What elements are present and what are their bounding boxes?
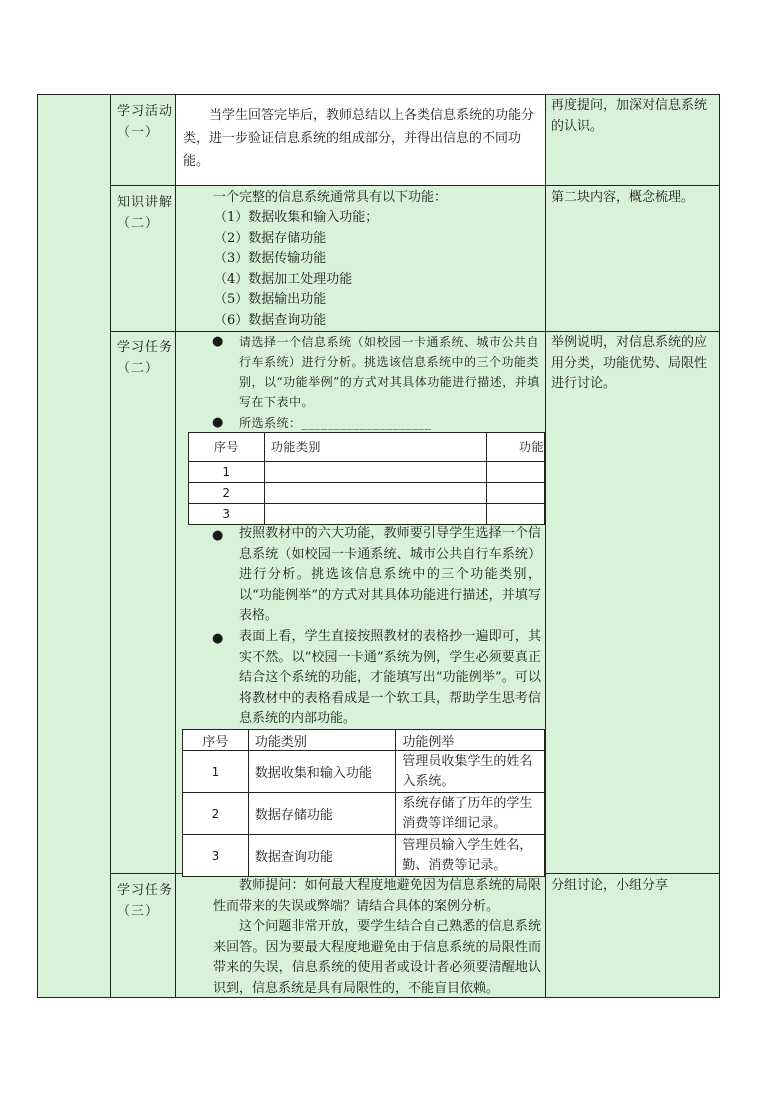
row2-intro: 一个完整的信息系统通常具有以下功能：: [213, 190, 448, 205]
row1-note: 再度提问，加深对信息系统的认识。: [551, 98, 708, 134]
row3-note: 举例说明，对信息系统的应用分类，功能优势、局限性进行讨论。: [551, 335, 708, 391]
function-item: （2）数据存储功能: [214, 230, 327, 246]
row3-label: 学习任务（二）: [117, 340, 174, 376]
row1-content: 当学生回答完毕后，教师总结以上各类信息系统的功能分类，进一步验证信息系统的组成部分，并得出信息的不同功能。: [183, 108, 535, 169]
col-divider-1: [110, 94, 111, 998]
table-header: 功能类别: [248, 730, 396, 751]
row4-note: 分组讨论，小组分享: [551, 878, 669, 893]
row4-analysis: 这个问题非常开放，要学生结合自己熟悉的信息系统来回答。因为要最大程度地避免由于信息系统的局限性而带来的失误，信息系统的使用者或设计者必须要清醒地认识到，信息系统是具有局限性的，不能盲目依赖。: [213, 919, 541, 996]
col-divider-3: [545, 94, 546, 998]
table-header: 序号: [189, 433, 265, 462]
selected-system-line: [239, 413, 541, 433]
blank-function-table: [188, 432, 545, 525]
table-row: 3: [189, 504, 545, 525]
table-row: 1: [189, 462, 545, 483]
function-item: （3）数据传输功能: [214, 251, 327, 266]
function-item: （6）数据查询功能: [214, 312, 327, 328]
table-header: 序号: [183, 730, 249, 751]
table-header: 功能类别: [264, 433, 486, 462]
teaching-analysis: 表面上看，学生直接按照教材的表格抄一遍即可，其实不然。以“校园一卡通”系统为例，学生必须要真正结合这个系统的功能，才能填写出“功能例举”。可以将教材中的表格看成是一个软工具，帮助学生思考信息系统的内部功能。: [239, 629, 541, 726]
table-row: 1 数据收集和输入功能 管理员收集学生的姓名入系统。: [183, 751, 545, 793]
row4-question: 教师提问：如何最大程度地避免因为信息系统的局限性而带来的失误或弊端？请结合具体的案例分析。: [213, 878, 541, 914]
function-item: （1）数据收集和输入功能；: [214, 210, 379, 225]
bullet-icon: ●: [212, 528, 224, 543]
row-divider-1: [110, 185, 720, 186]
selected-system-blank: ____________________: [301, 416, 432, 430]
bullet-icon: ●: [212, 631, 224, 646]
table-header: 功能: [487, 433, 545, 462]
function-item: （4）数据加工处理功能: [214, 271, 353, 287]
bullet-icon: ●: [212, 334, 224, 349]
col-divider-2: [175, 94, 176, 998]
function-example-table: [182, 729, 545, 877]
table-row: 3 数据查询功能 管理员输入学生姓名，勤、消费等记录。: [183, 835, 545, 877]
row1-label: 学习活动（一）: [117, 104, 174, 140]
teaching-guidance: 按照教材中的六大功能，教师要引导学生选择一个信息系统（如校园一卡通系统、城市公共自行车系统）进行分析。挑选该信息系统中的三个功能类别，以“功能例举”的方式对其具体功能进行描述，并填写表格。: [239, 526, 541, 623]
task-instruction: 请选择一个信息系统（如校园一卡通系统、城市公共自行车系统）进行分析。挑选该信息系统中的三个功能类别，以“功能举例”的方式对其具体功能进行描述，并填写在下表中。: [239, 335, 540, 409]
table-header: 功能例举: [396, 730, 545, 751]
bullet-icon: ●: [212, 415, 224, 430]
row2-note: 第二块内容，概念梳理。: [551, 190, 695, 205]
selected-system-label: 所选系统：: [239, 416, 302, 430]
function-list: [214, 208, 544, 331]
table-row: 2: [189, 483, 545, 504]
row2-label: 知识讲解（二）: [117, 195, 174, 231]
table-row: 2 数据存储功能 系统存储了历年的学生消费等详细记录。: [183, 793, 545, 835]
function-item: （5）数据输出功能: [214, 292, 327, 307]
row4-label: 学习任务（三）: [117, 883, 174, 919]
